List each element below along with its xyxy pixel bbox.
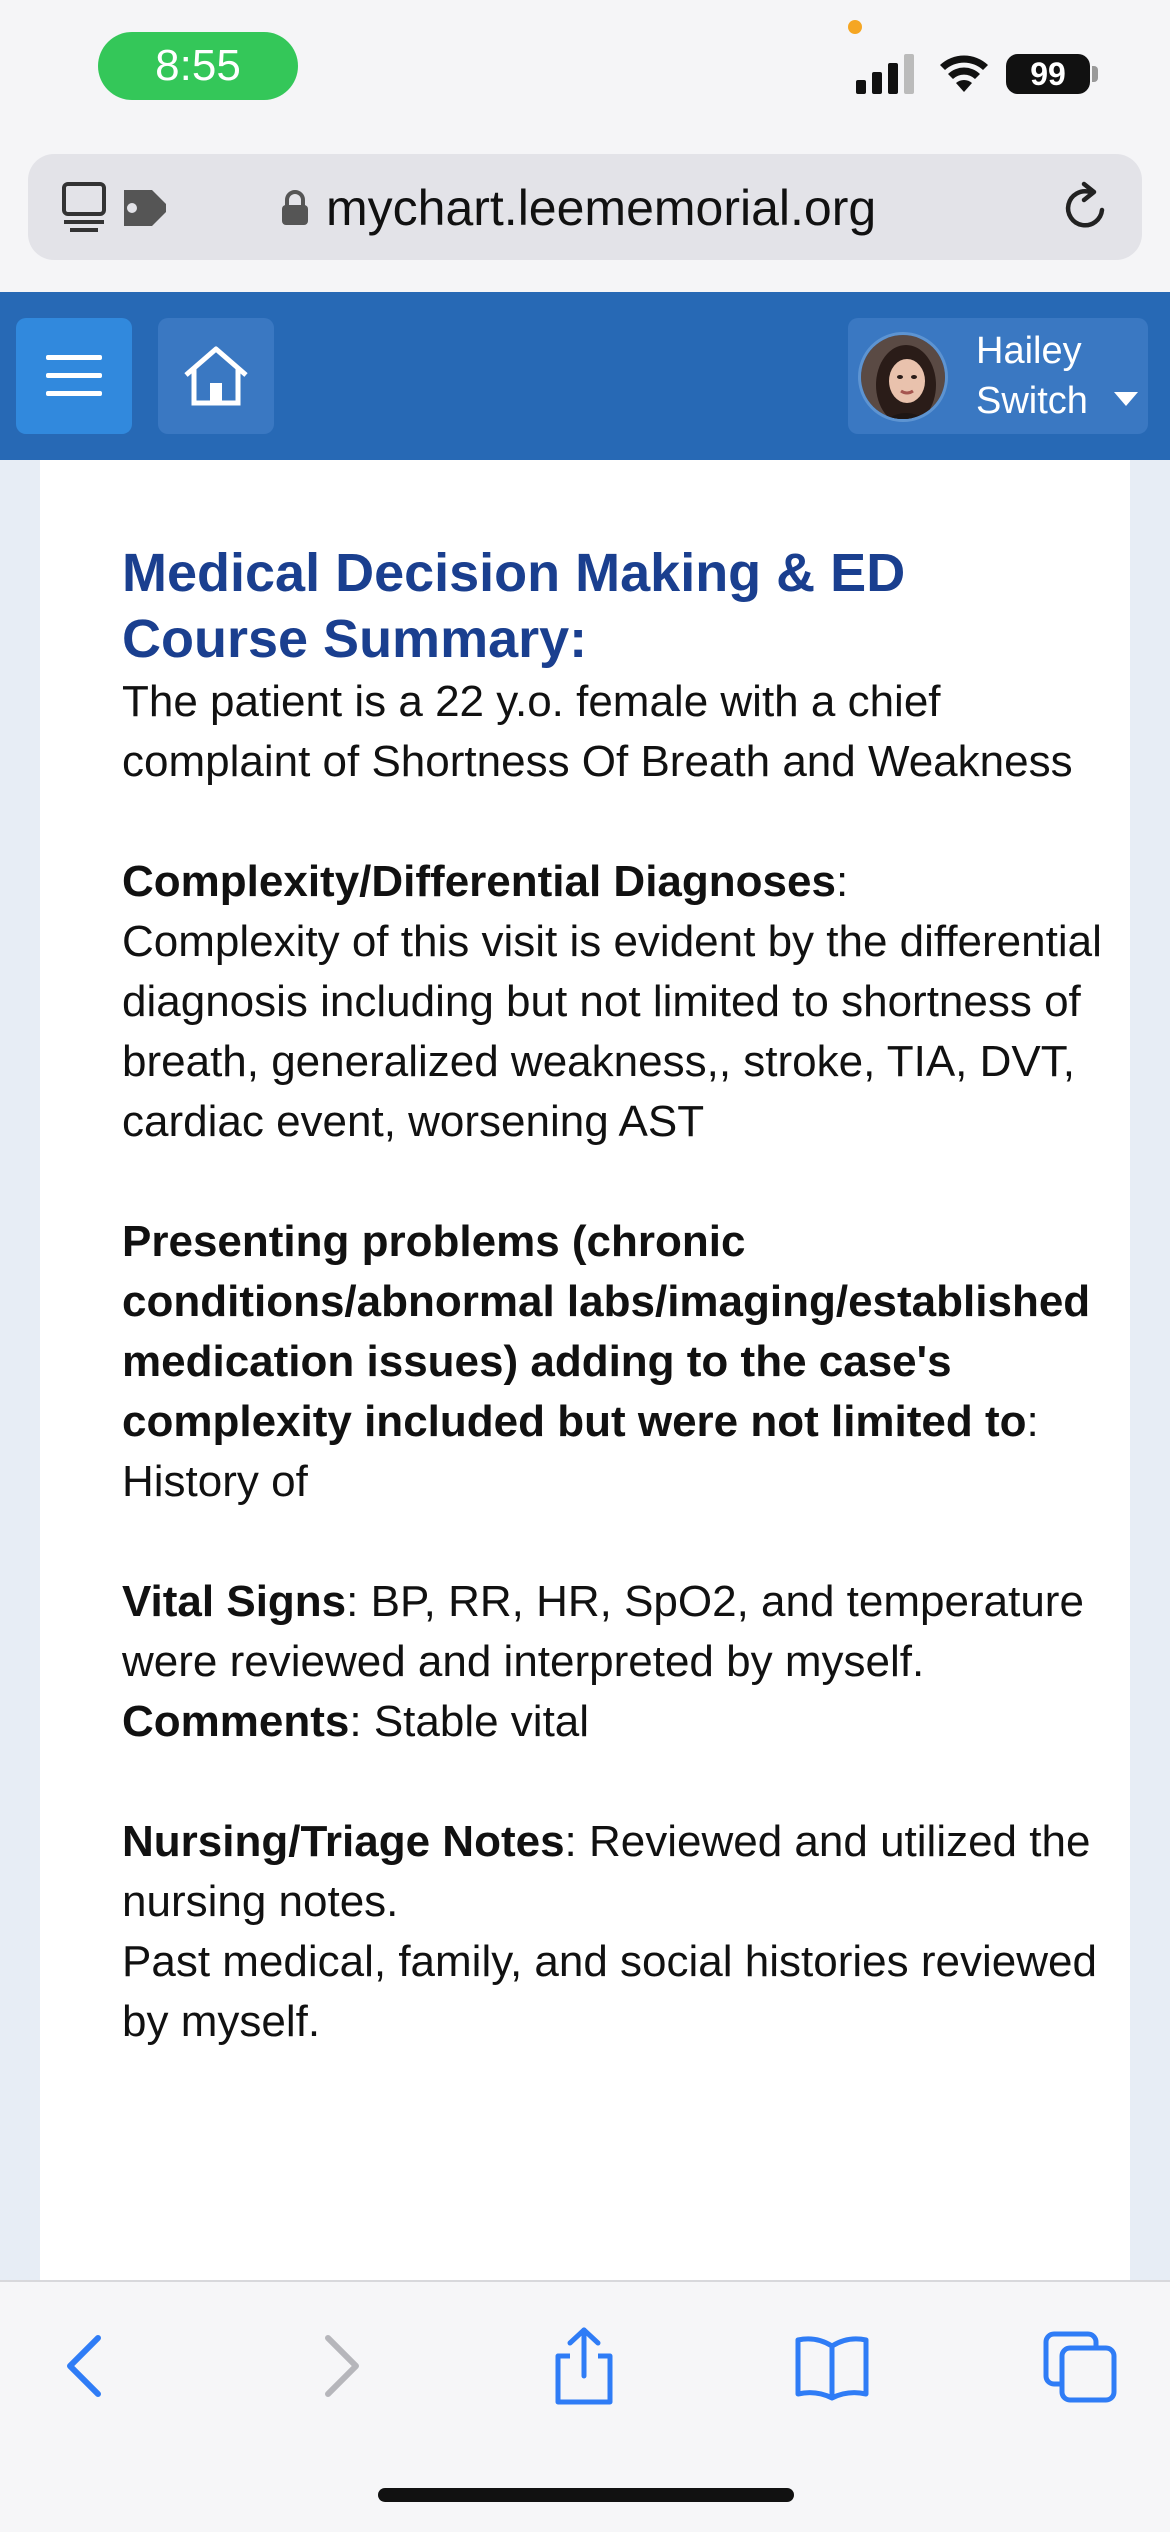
avatar[interactable] (858, 332, 948, 422)
comments-text: : Stable vital (349, 1697, 590, 1746)
bookmarks-icon[interactable] (792, 2326, 872, 2406)
lock-icon (280, 190, 310, 226)
caret-down-icon (1114, 392, 1138, 406)
status-time: 8:55 (98, 32, 298, 100)
url-text[interactable]: mychart.leememorial.org (326, 180, 877, 236)
user-name[interactable] (976, 326, 1126, 426)
menu-icon (46, 353, 102, 399)
nursing-section (122, 1812, 1112, 2052)
histories-text: Past medical, family, and social histories reviewed by myself. (122, 1937, 1097, 2046)
menu-button[interactable] (16, 318, 132, 434)
wifi-icon (938, 50, 990, 94)
complexity-text: Complexity of this visit is evident by the differential diagnosis including but not limited to shortness of breath, generalized weakness,, stroke, TIA, DVT, cardiac event, worsening AST (122, 917, 1102, 1146)
presenting-text: : History of (122, 1397, 1039, 1506)
user-first-name: Hailey (976, 330, 1082, 372)
note-title: Medical Decision Making & ED Course Summary: (122, 543, 906, 669)
comments-label: Comments (122, 1697, 350, 1746)
summary-text: The patient is a 22 y.o. female with a chief complaint of Shortness Of Breath and Weakness (122, 677, 1073, 786)
back-icon[interactable] (46, 2326, 126, 2406)
vitals-label: Vital Signs (122, 1577, 347, 1626)
reload-icon[interactable] (1062, 180, 1112, 234)
tabs-icon[interactable] (60, 180, 176, 236)
battery-nub (1092, 66, 1098, 82)
complexity-label: Complexity/Differential Diagnoses (122, 857, 836, 906)
forward-icon[interactable] (300, 2326, 380, 2406)
complexity-separator: : (835, 857, 849, 906)
nursing-text: : Reviewed and utilized the nursing notes. (122, 1817, 1091, 1926)
user-last-name: Switch (976, 380, 1088, 422)
share-icon[interactable] (544, 2326, 624, 2406)
clinical-note (122, 540, 1112, 2112)
presenting-section (122, 1212, 1112, 1512)
home-button[interactable] (158, 318, 274, 434)
complexity-section (122, 852, 1112, 1152)
tabs-overview-icon[interactable] (1040, 2326, 1120, 2406)
nursing-label: Nursing/Triage Notes (122, 1817, 565, 1866)
signal-icon (856, 54, 914, 94)
page-background-right (1130, 460, 1170, 2280)
presenting-label: Presenting problems (chronic conditions/abnormal labs/imaging/established medication issues) adding to the case's complexity included but were not limited to (122, 1217, 1091, 1446)
vitals-section (122, 1572, 1112, 1752)
page-background-left (0, 460, 40, 2280)
home-icon (182, 345, 250, 407)
vitals-text: : BP, RR, HR, SpO2, and temperature were reviewed and interpreted by myself. (122, 1577, 1084, 1686)
privacy-indicator (848, 20, 862, 34)
home-indicator (378, 2488, 794, 2502)
battery-icon: 99 (1006, 54, 1090, 94)
